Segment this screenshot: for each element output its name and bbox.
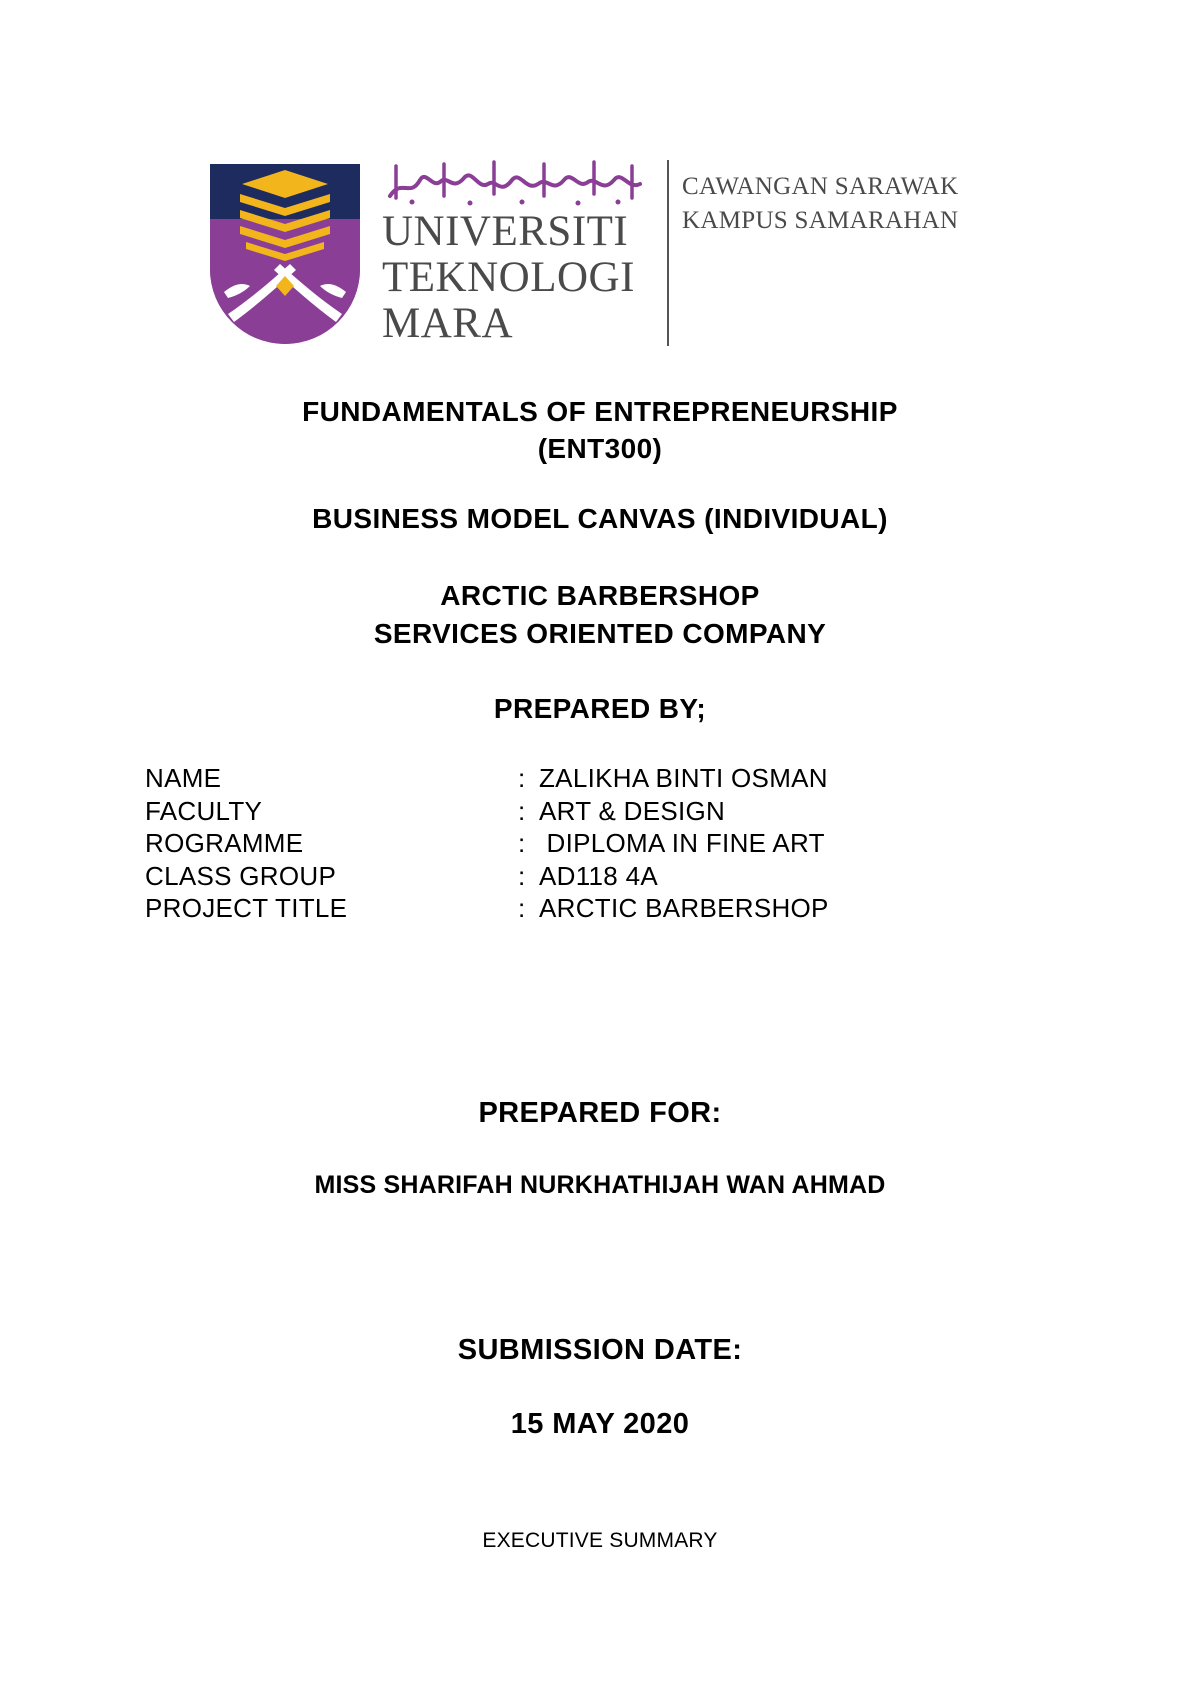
detail-label: FACULTY: [145, 795, 263, 826]
detail-row-programme: [145, 827, 1045, 860]
detail-row-project-title: [145, 892, 1045, 925]
detail-label: PROJECT TITLE: [145, 893, 348, 923]
course-title-block: [0, 393, 1200, 467]
detail-value: ZALIKHA BINTI OSMAN: [539, 763, 828, 793]
campus-line-2: KAMPUS SAMARAHAN: [682, 207, 959, 234]
detail-value: AD118 4A: [539, 860, 658, 891]
detail-colon: :: [518, 828, 526, 858]
detail-row-name: [145, 762, 1045, 795]
assignment-title: BUSINESS MODEL CANVAS (INDIVIDUAL): [312, 503, 888, 534]
campus-line-1: CAWANGAN SARAWAK: [682, 173, 959, 200]
detail-value: ARCTIC BARBERSHOP: [539, 893, 829, 923]
detail-colon: :: [518, 860, 526, 891]
detail-colon: :: [518, 893, 526, 923]
campus-name: [682, 170, 959, 238]
business-type: SERVICES ORIENTED COMPANY: [373, 618, 827, 649]
business-title-block: [0, 577, 1200, 653]
detail-colon: :: [518, 763, 526, 793]
submission-date: 15 MAY 2020: [510, 1408, 690, 1440]
lecturer-name: MISS SHARIFAH NURKHATHIJAH WAN AHMAD: [314, 1171, 886, 1199]
university-name-line-1: UNIVERSITI: [382, 208, 629, 255]
detail-label: ROGRAMME: [145, 828, 304, 858]
uitm-emblem-icon: [210, 164, 360, 344]
detail-label: CLASS GROUP: [145, 860, 337, 891]
detail-colon: :: [518, 795, 526, 826]
submission-date-heading: SUBMISSION DATE:: [457, 1334, 743, 1366]
business-name: ARCTIC BARBERSHOP: [440, 580, 760, 611]
detail-label: NAME: [145, 763, 222, 793]
course-title: FUNDAMENTALS OF ENTREPRENEURSHIP: [302, 396, 898, 427]
university-name-line-2: TEKNOLOGI: [382, 254, 635, 301]
course-code: (ENT300): [537, 433, 663, 464]
university-logo: [210, 158, 1000, 348]
detail-value: ART & DESIGN: [539, 795, 726, 826]
student-details: [145, 762, 1045, 925]
university-name: [382, 210, 635, 348]
executive-summary-heading: EXECUTIVE SUMMARY: [482, 1529, 718, 1552]
prepared-for-heading: PREPARED FOR:: [478, 1097, 722, 1129]
logo-divider: [667, 160, 669, 346]
university-name-line-3: MARA: [382, 300, 514, 347]
detail-row-faculty: [145, 795, 1045, 828]
jawi-script-logo: [382, 158, 652, 208]
detail-value: DIPLOMA IN FINE ART: [539, 828, 825, 858]
prepared-by-heading: PREPARED BY;: [493, 693, 707, 724]
detail-row-class-group: [145, 860, 1045, 893]
